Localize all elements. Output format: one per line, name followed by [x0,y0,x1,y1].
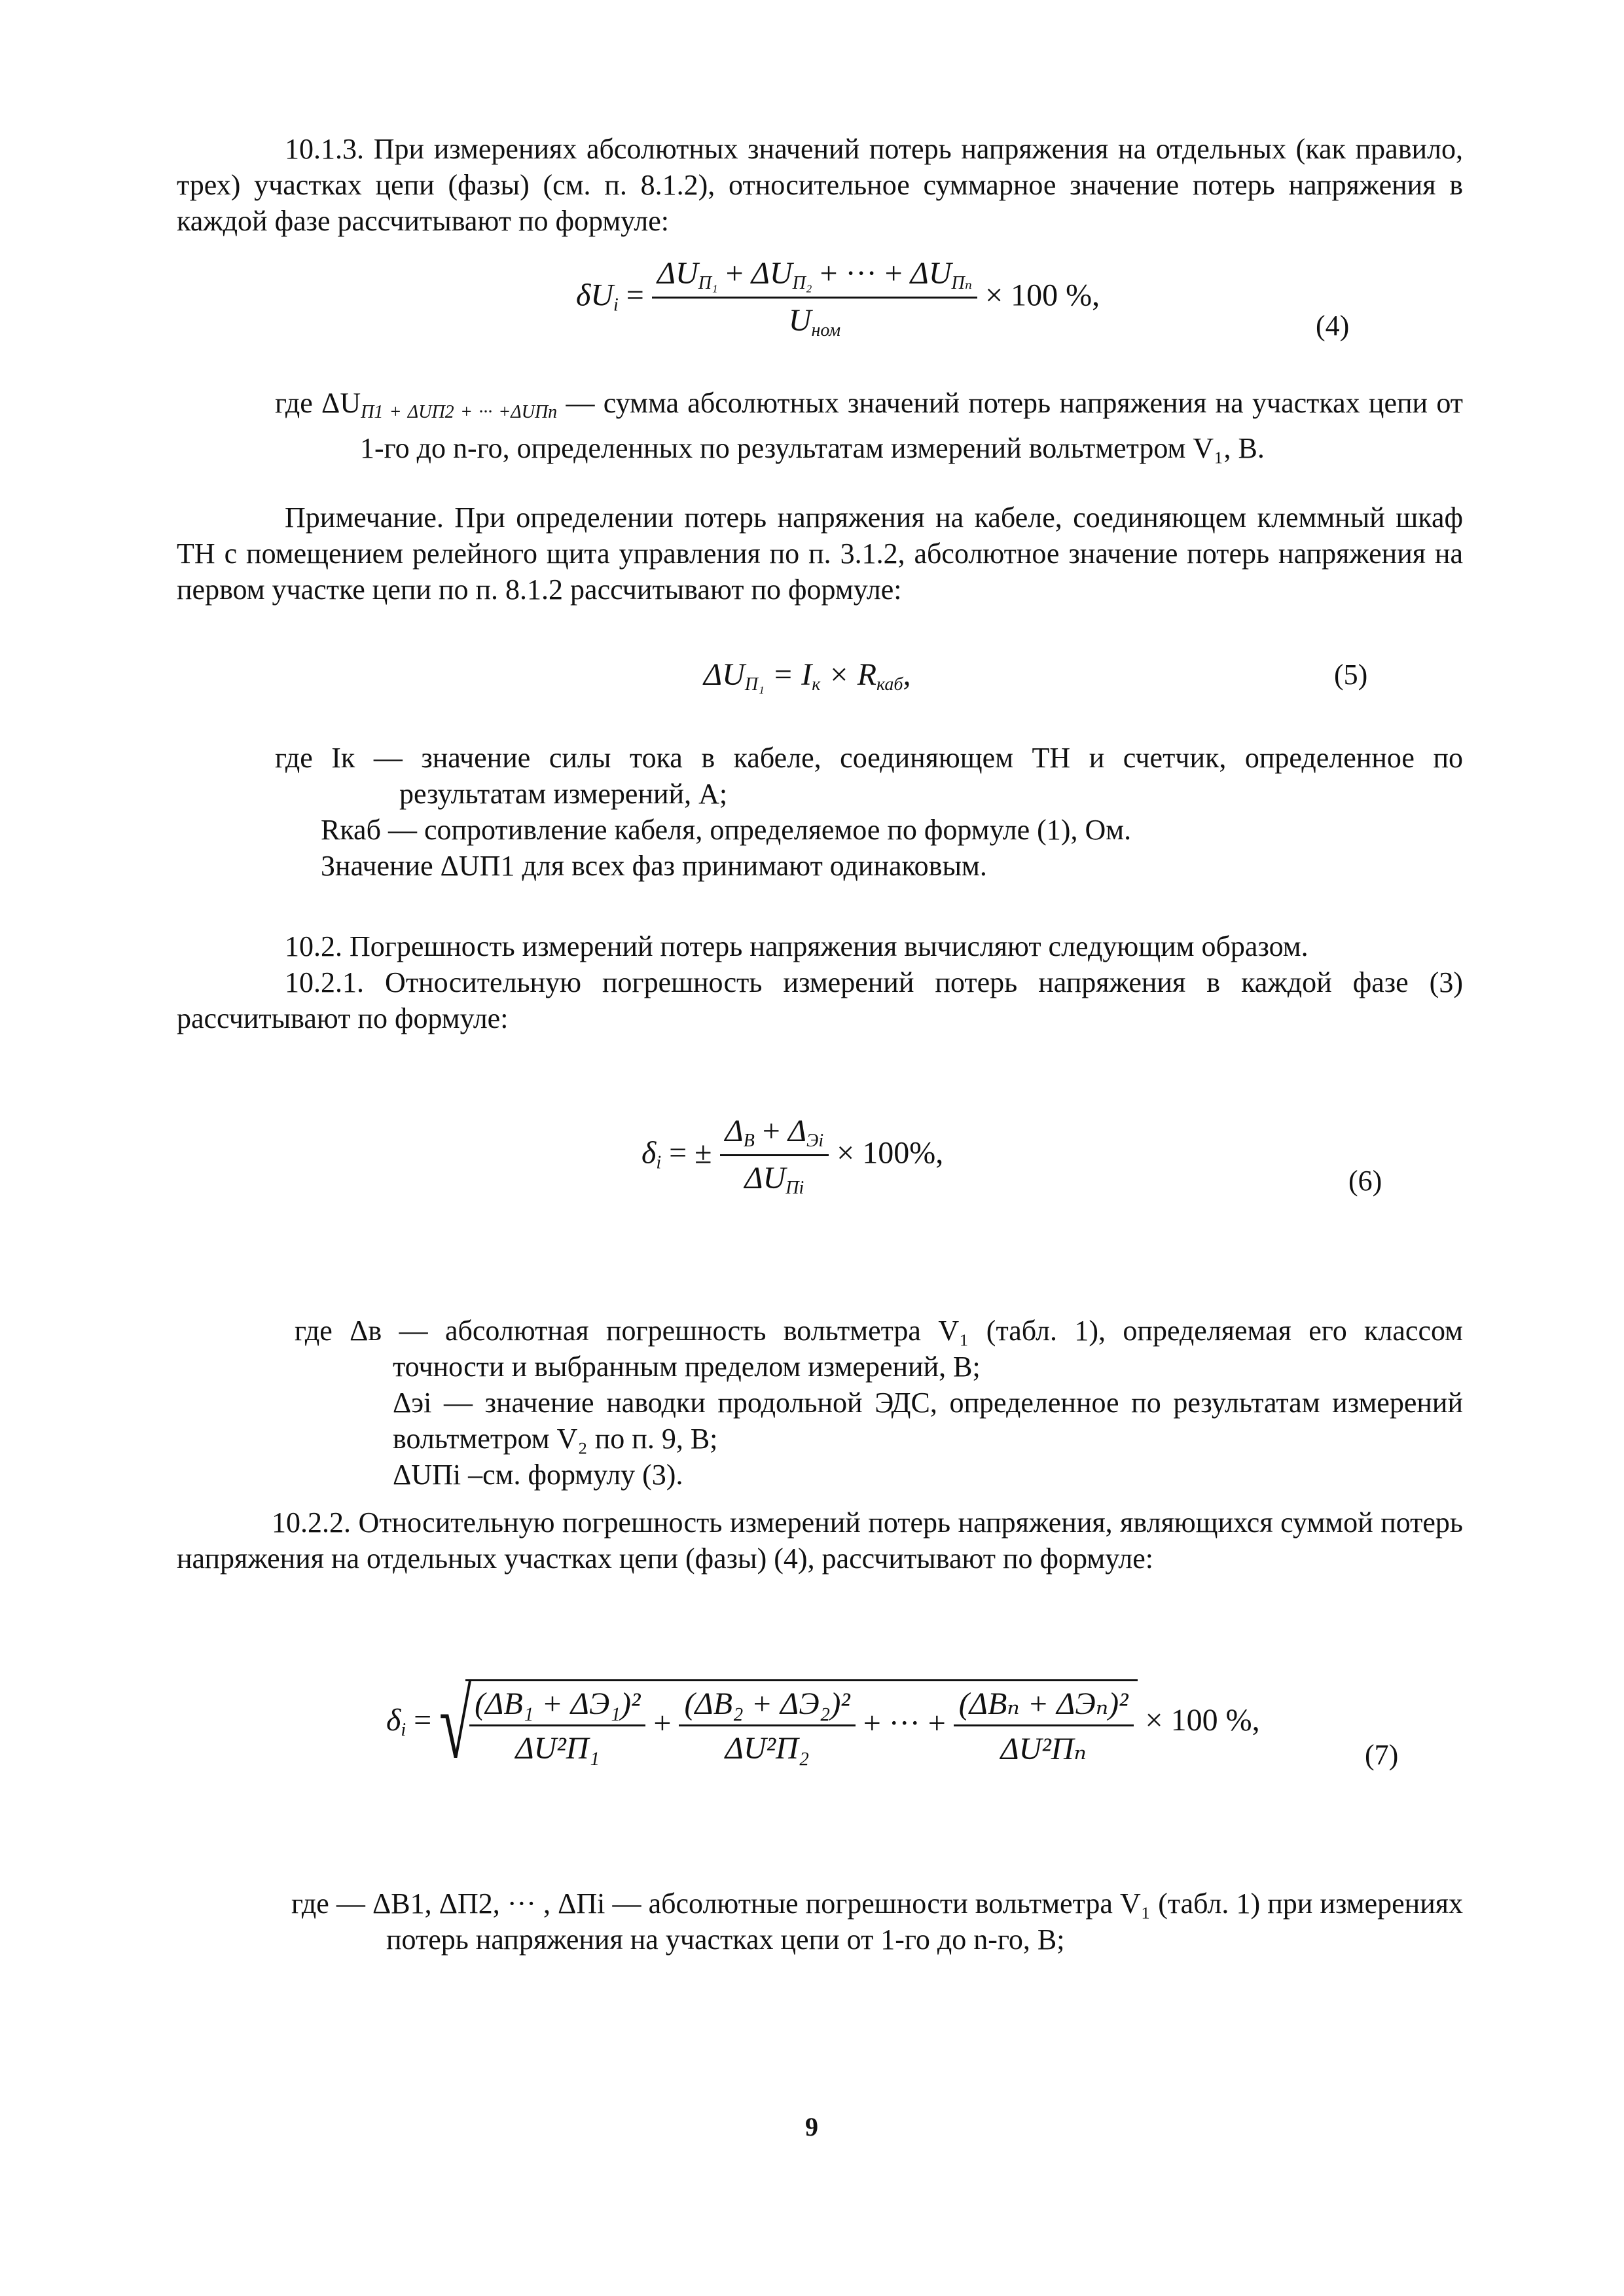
sqrt-icon: √ [439,1670,472,1779]
where-7-text: где — ΔB1, ΔП2, ··· , ΔПi — абсолютные погрешности вольтметра V₁ (табл. 1) при измерениях потерь напряжения на участках цепи от 1-го до n-го, В; [291,1887,1463,1956]
where-5-value: Значение ΔUП1 для всех фаз принимают одинаковым. [321,850,987,882]
note-block [177,500,1463,608]
paragraph-10-2-1-text: 10.2.1. Относительную погрешность измерений потерь напряжения в каждой фазе (3) рассчитывают по формуле: [177,966,1463,1034]
where-6-de: Δэi — значение наводки продольной ЭДС, определенное по результатам измерений вольтметром V₂ по п. 9, В; [393,1387,1463,1455]
where-5-ik: где Iк — значение силы тока в кабеле, соединяющем ТН и счетчик, определенное по результатам измерений, А; [275,742,1463,810]
paragraph-10-2-2-text: 10.2.2. Относительную погрешность измерений потерь напряжения, являющихся суммой потерь напряжения на отдельных участках цепи (фазы) (4), рассчитывают по формуле: [177,1506,1463,1575]
paragraph-10-2-2 [177,1504,1463,1576]
paragraph-10-1-3 [177,131,1463,239]
formula-4-numerator: $\Delta U_{П_1} + \Delta U_{П_2}$ + ··· + $\Delta U_{П_n}$ [652,255,977,299]
formula-4-lhs: δU [576,278,613,313]
formula-7-root: √ $\frac{\text{(ΔB₁ + ΔЭ₁)²}}{\text{ΔU²П₁}}$ + $\frac{\text{(ΔB₂ + ΔЭ₂)²}}{\text{ΔU²П₂}}$ + ··· + $\frac{\text{(ΔBₙ + ΔЭₙ)²}}{\text{ΔU²Пₙ}}$ [439,1679,1137,1767]
formula-6-fraction: $\frac{\Delta_В + \Delta_{Эi}}{\Delta U_{Пi}}$ [720,1113,829,1199]
where-block-7 [177,1886,1463,1958]
formula-7: $\delta_i$ = √ $\frac{\text{(ΔB₁ + ΔЭ₁)²}}{\text{ΔU²П₁}}$ + $\frac{\text{(ΔB₂ + ΔЭ₂)²}}{\text{ΔU²П₂}}$ + ··· + $\frac{\text{(ΔBₙ + ΔЭₙ)²}}{\text{ΔU²Пₙ}}$ × 100 %, [386,1670,1260,1779]
paragraph-10-2-text: 10.2. Погрешность измерений потерь напряжения вычисляют следующим образом. [285,930,1308,962]
formula-4-denominator: $U_{ном}$ [788,303,841,340]
formula-6-number: (6) [1348,1165,1382,1197]
paragraph-text: 10.1.3. При измерениях абсолютных значений потерь напряжения на отдельных (как правило, трех) участках цепи (фазы) (см. п. 8.1.2), относительное суммарное значение потерь напряжения в каждой фазе рассчитывают по формуле: [177,133,1463,237]
where-4-text: где $\Delta U_{П1 + \Delta UП2 + \cdot\cdot\cdot +\Delta UПn}$ — сумма абсолютных значений потерь напряжения на участках цепи от 1-го до n-го, определенных по результатам измерений вольтметром V₁, В. [275,387,1463,464]
formula-7-number: (7) [1365,1739,1399,1771]
where-block-6 [177,1313,1463,1493]
where-6-du: ΔUПi –см. формулу (3). [393,1459,683,1491]
formula-6: $\delta_i$ = ± $\frac{\Delta_В + \Delta_{Эi}}{\Delta U_{Пi}}$ × 100%, [641,1114,944,1198]
formula-5-number: (5) [1334,659,1368,691]
formula-4-lhs-sub: i [613,295,619,316]
where-6-db: где Δв — абсолютная погрешность вольтметра V₁ (табл. 1), определяемая его классом точности и выбранным пределом измерений, В; [295,1315,1463,1383]
formula-4-number: (4) [1316,310,1350,342]
formula-4: $\delta U_i$ = $\frac{\Delta U_{П_1} + \Delta U_{П_2} + \cdot\cdot\cdot + \Delta U_{П_n}}{U_{ном}}$ × 100 %, [576,256,1100,340]
page-number: 9 [805,2112,818,2141]
paragraph-10-2 [177,928,1463,1036]
where-block-5 [177,740,1463,884]
where-block-4 [177,385,1463,466]
where-5-rkab: Rкаб — сопротивление кабеля, определяемое по формуле (1), Ом. [321,814,1132,846]
formula-4-fraction [652,255,977,341]
formula-5: $\Delta U_{П_1} = I_к \times R_{каб}$, [704,657,911,695]
note-text: Примечание. При определении потерь напряжения на кабеле, соединяющем клеммный шкаф ТН с помещением релейного щита управления по п. 3.1.2, абсолютное значение потерь напряжения на первом участке цепи по п. 8.1.2 рассчитывают по формуле: [177,501,1463,606]
formula-4-tail: × 100 %, [985,278,1100,313]
